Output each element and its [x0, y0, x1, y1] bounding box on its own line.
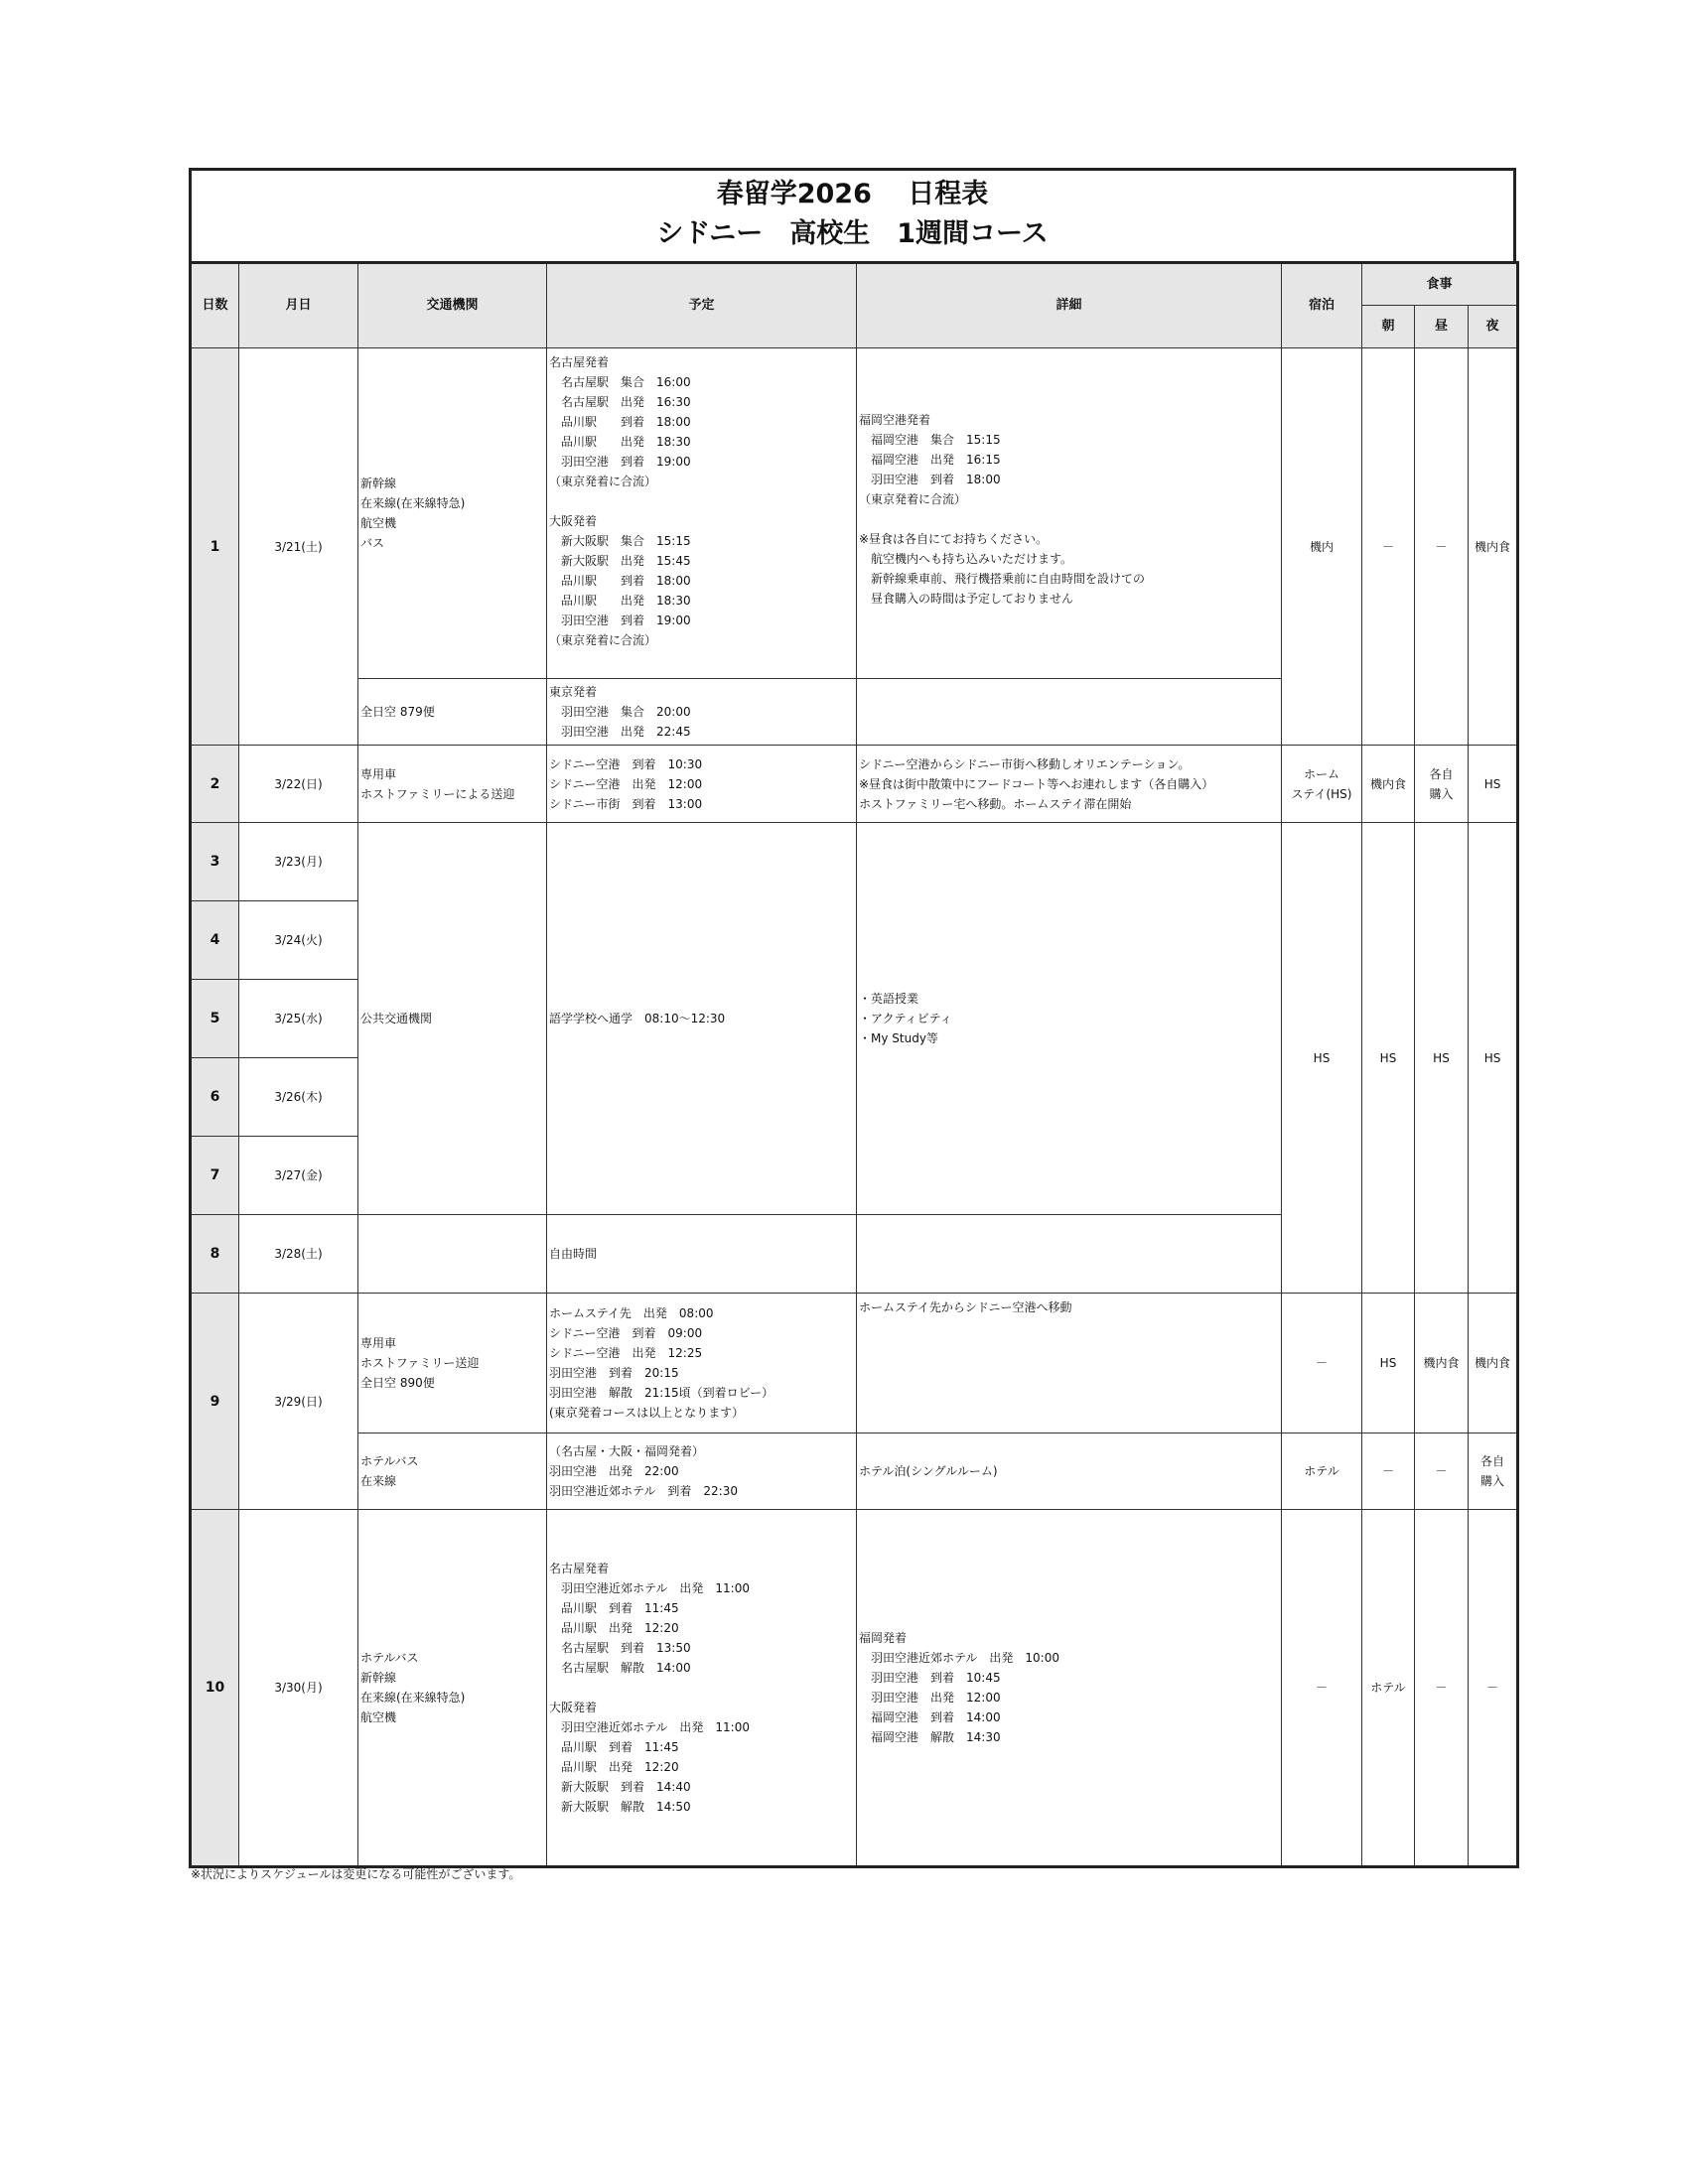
- day-number: 1: [191, 348, 239, 746]
- plan-cell: 名古屋発着 名古屋駅 集合 16:00 名古屋駅 出発 16:30 品川駅 到着 18:00 品川駅 出発 18:30 羽田空港 到着 19:00 （東京発着に合流） 大阪発着 新大阪駅 集合 15:15 新大阪駅 出発 15:45 品川駅 到着 18:00 品川駅 出発 18:30 羽田空港 到着 19:00 （東京発着に合流）: [547, 348, 857, 679]
- day-date: 3/22(日): [239, 746, 358, 823]
- lodging-cell: ホーム ステイ(HS): [1282, 746, 1362, 823]
- details-cell: ・英語授業 ・アクティビティ ・My Study等: [857, 823, 1282, 1215]
- document-subtitle: シドニー 高校生 1週間コース: [656, 218, 1049, 249]
- dinner-cell: 各自 購入: [1469, 1433, 1518, 1510]
- plan-cell: シドニー空港 到着 10:30 シドニー空港 出発 12:00 シドニー市街 到着 13:00: [547, 746, 857, 823]
- transport-cell: ホテルバス 在来線: [358, 1433, 547, 1510]
- day-date: 3/27(金): [239, 1137, 358, 1215]
- day-number: 7: [191, 1137, 239, 1215]
- lodging-cell: －: [1282, 1294, 1362, 1433]
- dinner-cell: HS: [1469, 746, 1518, 823]
- day-date: 3/21(土): [239, 348, 358, 746]
- breakfast-cell: －: [1362, 1433, 1415, 1510]
- day-date: 3/26(木): [239, 1058, 358, 1137]
- document-title: 春留学2026 日程表: [716, 179, 989, 209]
- lunch-cell: 各自 購入: [1415, 746, 1469, 823]
- transport-cell: [358, 1215, 547, 1294]
- lodging-cell: ホテル: [1282, 1433, 1362, 1510]
- table-row: [191, 1294, 1518, 1433]
- dinner-cell: HS: [1469, 823, 1518, 1294]
- breakfast-cell: HS: [1362, 823, 1415, 1294]
- header-details: 詳細: [857, 263, 1282, 348]
- transport-cell: 専用車 ホストファミリー送迎 全日空 890便: [358, 1294, 547, 1433]
- table-row: [191, 1433, 1518, 1510]
- plan-cell: 自由時間: [547, 1215, 857, 1294]
- plan-cell: 名古屋発着 羽田空港近郊ホテル 出発 11:00 品川駅 到着 11:45 品川駅 出発 12:20 名古屋駅 到着 13:50 名古屋駅 解散 14:00 大阪発着 羽田空港近郊ホテル 出発 11:00 品川駅 到着 11:45 品川駅 出発 12:20 新大阪駅 到着 14:40 新大阪駅 解散 14:50: [547, 1510, 857, 1867]
- header-breakfast: 朝: [1362, 306, 1415, 348]
- transport-cell: 専用車 ホストファミリーによる送迎: [358, 746, 547, 823]
- dinner-cell: 機内食: [1469, 348, 1518, 746]
- lunch-cell: －: [1415, 348, 1469, 746]
- breakfast-cell: ホテル: [1362, 1510, 1415, 1867]
- details-cell: [857, 679, 1282, 746]
- schedule-table: [189, 261, 1519, 1868]
- schedule-sheet: [189, 168, 1516, 1864]
- details-cell: シドニー空港からシドニー市街へ移動しオリエンテーション。 ※昼食は街中散策中にフードコート等へお連れします（各自購入） ホストファミリー宅へ移動。ホームステイ滞在開始: [857, 746, 1282, 823]
- title-block: [189, 168, 1516, 261]
- dinner-cell: －: [1469, 1510, 1518, 1867]
- table-row: [191, 746, 1518, 823]
- table-row: [191, 823, 1518, 901]
- lodging-cell: 機内: [1282, 348, 1362, 746]
- transport-cell: 公共交通機関: [358, 823, 547, 1215]
- lunch-cell: HS: [1415, 823, 1469, 1294]
- day-date: 3/30(月): [239, 1510, 358, 1867]
- day-date: 3/28(土): [239, 1215, 358, 1294]
- transport-cell: 新幹線 在来線(在来線特急) 航空機 バス: [358, 348, 547, 679]
- day-number: 10: [191, 1510, 239, 1867]
- details-cell: 福岡空港発着 福岡空港 集合 15:15 福岡空港 出発 16:15 羽田空港 到着 18:00 （東京発着に合流） ※昼食は各自にてお持ちください。 航空機内へも持ち込みいただけます。 新幹線乗車前、飛行機搭乗前に自由時間を設けての 昼食購入の時間は予定しておりません: [857, 348, 1282, 679]
- header-dinner: 夜: [1469, 306, 1518, 348]
- table-row: [191, 348, 1518, 679]
- day-number: 2: [191, 746, 239, 823]
- header-date: 月日: [239, 263, 358, 348]
- day-number: 4: [191, 901, 239, 980]
- plan-cell: 東京発着 羽田空港 集合 20:00 羽田空港 出発 22:45: [547, 679, 857, 746]
- table-row: [191, 1510, 1518, 1867]
- lodging-cell: －: [1282, 1510, 1362, 1867]
- day-number: 6: [191, 1058, 239, 1137]
- dinner-cell: 機内食: [1469, 1294, 1518, 1433]
- plan-cell: 語学学校へ通学 08:10～12:30: [547, 823, 857, 1215]
- breakfast-cell: 機内食: [1362, 746, 1415, 823]
- transport-cell: 全日空 879便: [358, 679, 547, 746]
- breakfast-cell: －: [1362, 348, 1415, 746]
- day-date: 3/24(火): [239, 901, 358, 980]
- day-number: 9: [191, 1294, 239, 1510]
- header-meals: 食事: [1362, 263, 1518, 306]
- header-transport: 交通機関: [358, 263, 547, 348]
- lunch-cell: 機内食: [1415, 1294, 1469, 1433]
- details-cell: 福岡発着 羽田空港近郊ホテル 出発 10:00 羽田空港 到着 10:45 羽田空港 出発 12:00 福岡空港 到着 14:00 福岡空港 解散 14:30: [857, 1510, 1282, 1867]
- header-lodging: 宿泊: [1282, 263, 1362, 348]
- lodging-cell: HS: [1282, 823, 1362, 1294]
- details-cell: ホームステイ先からシドニー空港へ移動: [857, 1294, 1282, 1433]
- day-date: 3/25(水): [239, 980, 358, 1058]
- day-date: 3/23(月): [239, 823, 358, 901]
- footnote: ※状況によりスケジュールは変更になる可能性がございます。: [191, 1867, 521, 1881]
- breakfast-cell: HS: [1362, 1294, 1415, 1433]
- header-day: 日数: [191, 263, 239, 348]
- day-number: 5: [191, 980, 239, 1058]
- header-lunch: 昼: [1415, 306, 1469, 348]
- plan-cell: ホームステイ先 出発 08:00 シドニー空港 到着 09:00 シドニー空港 出発 12:25 羽田空港 到着 20:15 羽田空港 解散 21:15頃（到着ロビー） (東京発着コースは以上となります）: [547, 1294, 857, 1433]
- details-cell: ホテル泊(シングルルーム): [857, 1433, 1282, 1510]
- day-number: 3: [191, 823, 239, 901]
- transport-cell: ホテルバス 新幹線 在来線(在来線特急) 航空機: [358, 1510, 547, 1867]
- lunch-cell: －: [1415, 1510, 1469, 1867]
- day-number: 8: [191, 1215, 239, 1294]
- details-cell: [857, 1215, 1282, 1294]
- plan-cell: （名古屋・大阪・福岡発着） 羽田空港 出発 22:00 羽田空港近郊ホテル 到着 22:30: [547, 1433, 857, 1510]
- header-plan: 予定: [547, 263, 857, 348]
- lunch-cell: －: [1415, 1433, 1469, 1510]
- day-date: 3/29(日): [239, 1294, 358, 1510]
